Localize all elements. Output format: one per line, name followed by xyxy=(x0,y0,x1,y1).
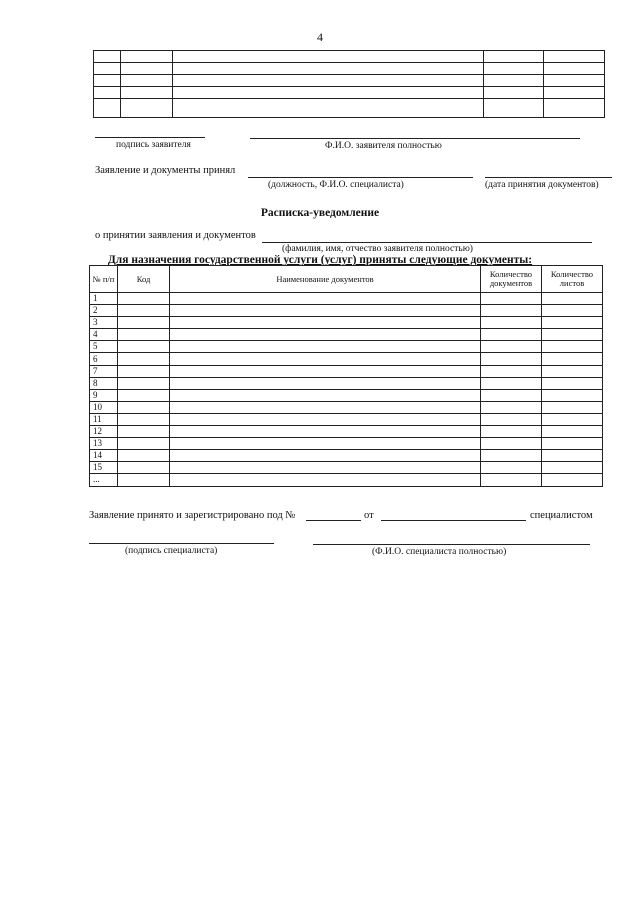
doc-count-cell[interactable] xyxy=(481,438,542,450)
sheet-count-cell[interactable] xyxy=(542,365,603,377)
doc-name-cell[interactable] xyxy=(170,341,481,353)
code-cell[interactable] xyxy=(118,438,170,450)
applicant-fullname-caption: (фамилия, имя, отчество заявителя полностью) xyxy=(282,244,473,254)
doc-name-cell[interactable] xyxy=(170,329,481,341)
doc-name-cell[interactable] xyxy=(170,426,481,438)
sheet-count-cell[interactable] xyxy=(542,293,603,305)
code-cell[interactable] xyxy=(118,305,170,317)
doc-count-cell[interactable] xyxy=(481,474,542,486)
table-row xyxy=(90,365,603,377)
doc-count-cell[interactable] xyxy=(481,341,542,353)
row-number: 7 xyxy=(90,365,118,377)
sheet-count-cell[interactable] xyxy=(542,426,603,438)
sheet-count-cell[interactable] xyxy=(542,474,603,486)
code-cell[interactable] xyxy=(118,450,170,462)
doc-name-cell[interactable] xyxy=(170,353,481,365)
applicant-signature-line[interactable] xyxy=(95,137,205,138)
code-cell[interactable] xyxy=(118,317,170,329)
col-sheet-count-header: Количество листов xyxy=(542,266,603,293)
row-number: 2 xyxy=(90,305,118,317)
sheet-count-cell[interactable] xyxy=(542,329,603,341)
doc-name-cell[interactable] xyxy=(170,462,481,474)
doc-name-cell[interactable] xyxy=(170,413,481,425)
col-doc-count-header: Количество документов xyxy=(481,266,542,293)
sheet-count-cell[interactable] xyxy=(542,341,603,353)
sheet-count-cell[interactable] xyxy=(542,438,603,450)
sheet-count-cell[interactable] xyxy=(542,317,603,329)
doc-count-cell[interactable] xyxy=(481,413,542,425)
code-cell[interactable] xyxy=(118,474,170,486)
code-cell[interactable] xyxy=(118,329,170,341)
doc-name-cell[interactable] xyxy=(170,377,481,389)
table-row xyxy=(90,329,603,341)
doc-name-cell[interactable] xyxy=(170,401,481,413)
row-number: 9 xyxy=(90,389,118,401)
receipt-title: Расписка-уведомление xyxy=(260,207,380,219)
doc-name-cell[interactable] xyxy=(170,365,481,377)
specialist-name-caption: (Ф.И.О. специалиста полностью) xyxy=(372,547,507,557)
registration-label: Заявление принято и зарегистрировано под № xyxy=(89,510,296,521)
doc-count-cell[interactable] xyxy=(481,426,542,438)
docs-subtitle: Для назначения государственной услуги (услуг) приняты следующие документы: xyxy=(107,254,533,266)
row-number: 12 xyxy=(90,426,118,438)
doc-name-cell[interactable] xyxy=(170,293,481,305)
code-cell[interactable] xyxy=(118,462,170,474)
table-row xyxy=(90,401,603,413)
table-row xyxy=(90,474,603,486)
doc-name-cell[interactable] xyxy=(170,450,481,462)
doc-count-cell[interactable] xyxy=(481,329,542,341)
applicant-name-caption: Ф.И.О. заявителя полностью xyxy=(325,141,442,151)
registration-number-line[interactable] xyxy=(306,520,361,521)
row-number: 1 xyxy=(90,293,118,305)
doc-count-cell[interactable] xyxy=(481,401,542,413)
doc-count-cell[interactable] xyxy=(481,353,542,365)
doc-name-cell[interactable] xyxy=(170,474,481,486)
table-row xyxy=(90,341,603,353)
registration-date-line[interactable] xyxy=(381,520,526,521)
doc-count-cell[interactable] xyxy=(481,450,542,462)
col-number-header: № п/п xyxy=(90,266,118,293)
registration-specialist-label: специалистом xyxy=(530,510,593,521)
sheet-count-cell[interactable] xyxy=(542,305,603,317)
accepted-by-label: Заявление и документы принял xyxy=(95,165,236,176)
table-row xyxy=(90,305,603,317)
code-cell[interactable] xyxy=(118,341,170,353)
sheet-count-cell[interactable] xyxy=(542,389,603,401)
col-code-header: Код xyxy=(118,266,170,293)
doc-count-cell[interactable] xyxy=(481,389,542,401)
table-row xyxy=(90,438,603,450)
table-row xyxy=(90,353,603,365)
code-cell[interactable] xyxy=(118,413,170,425)
doc-name-cell[interactable] xyxy=(170,317,481,329)
page-number: 4 xyxy=(317,30,323,44)
doc-count-cell[interactable] xyxy=(481,365,542,377)
doc-name-cell[interactable] xyxy=(170,305,481,317)
applicant-fullname-line[interactable] xyxy=(262,242,592,243)
accepted-position-caption: (должность, Ф.И.О. специалиста) xyxy=(268,180,404,190)
doc-count-cell[interactable] xyxy=(481,317,542,329)
row-number: 6 xyxy=(90,353,118,365)
table-row xyxy=(90,317,603,329)
applicant-name-line[interactable] xyxy=(250,138,580,139)
receipt-about-label: о принятии заявления и документов xyxy=(95,230,256,241)
row-number: 11 xyxy=(90,413,118,425)
table-row xyxy=(90,426,603,438)
table-row xyxy=(90,293,603,305)
sheet-count-cell[interactable] xyxy=(542,401,603,413)
accepted-date-line[interactable] xyxy=(485,177,612,178)
table-row xyxy=(90,450,603,462)
code-cell[interactable] xyxy=(118,365,170,377)
doc-count-cell[interactable] xyxy=(481,305,542,317)
specialist-signature-caption: (подпись специалиста) xyxy=(125,546,218,556)
doc-name-cell[interactable] xyxy=(170,438,481,450)
sheet-count-cell[interactable] xyxy=(542,377,603,389)
sheet-count-cell[interactable] xyxy=(542,353,603,365)
row-number: 14 xyxy=(90,450,118,462)
top-table-fragment xyxy=(93,50,605,118)
specialist-signature-line[interactable] xyxy=(89,543,274,544)
registration-from-label: от xyxy=(364,510,374,521)
specialist-name-line[interactable] xyxy=(313,544,590,545)
col-name-header: Наименование документов xyxy=(170,266,481,293)
table-row xyxy=(90,462,603,474)
accepted-date-caption: (дата принятия документов) xyxy=(485,180,599,190)
code-cell[interactable] xyxy=(118,401,170,413)
row-number: ... xyxy=(90,474,118,486)
code-cell[interactable] xyxy=(118,377,170,389)
sheet-count-cell[interactable] xyxy=(542,413,603,425)
sheet-count-cell[interactable] xyxy=(542,450,603,462)
doc-name-cell[interactable] xyxy=(170,389,481,401)
table-row xyxy=(90,377,603,389)
row-number: 4 xyxy=(90,329,118,341)
row-number: 13 xyxy=(90,438,118,450)
documents-table xyxy=(89,265,603,487)
code-cell[interactable] xyxy=(118,353,170,365)
row-number: 8 xyxy=(90,377,118,389)
doc-count-cell[interactable] xyxy=(481,462,542,474)
code-cell[interactable] xyxy=(118,389,170,401)
documents-table-header xyxy=(90,266,603,293)
code-cell[interactable] xyxy=(118,293,170,305)
accepted-by-line[interactable] xyxy=(248,177,473,178)
table-row xyxy=(90,413,603,425)
code-cell[interactable] xyxy=(118,426,170,438)
doc-count-cell[interactable] xyxy=(481,377,542,389)
row-number: 15 xyxy=(90,462,118,474)
sheet-count-cell[interactable] xyxy=(542,462,603,474)
row-number: 3 xyxy=(90,317,118,329)
row-number: 10 xyxy=(90,401,118,413)
applicant-signature-caption: подпись заявителя xyxy=(116,140,191,150)
table-row xyxy=(90,389,603,401)
row-number: 5 xyxy=(90,341,118,353)
doc-count-cell[interactable] xyxy=(481,293,542,305)
